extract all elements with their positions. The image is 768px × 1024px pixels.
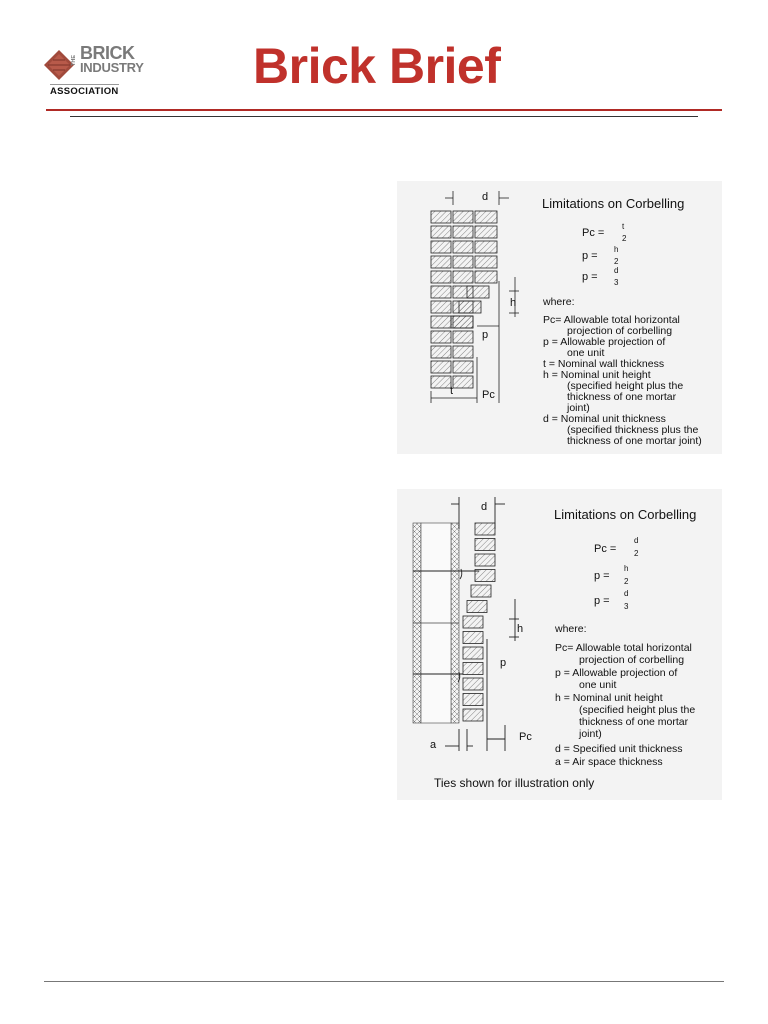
brick-unit [453, 346, 473, 358]
brick-unit [453, 256, 473, 268]
figure-corbelling-solid-wall [397, 181, 722, 454]
brick-unit [453, 241, 473, 253]
fig1-dim-h: h [510, 297, 517, 309]
brick-unit [475, 226, 497, 238]
fig2-def-2: p = Allowable projection of [555, 667, 678, 679]
fig2-dim-a: a [430, 739, 437, 751]
fig2-eq1-den: 2 [634, 549, 639, 558]
fig2-def-8: d = Specified unit thickness [555, 743, 683, 755]
fig1-eq3-num: d [614, 266, 619, 275]
brick-unit [463, 663, 483, 675]
fig2-def-4: h = Nominal unit height [555, 692, 663, 704]
fig2-where: where: [555, 623, 587, 635]
brick-unit [453, 226, 473, 238]
brick-unit [463, 709, 483, 721]
brick-logo-icon [44, 50, 74, 80]
brick-unit [431, 376, 451, 388]
brick-unit [453, 376, 473, 388]
fig1-dim-t: t [450, 385, 454, 397]
brick-unit [431, 331, 451, 343]
brick-unit [431, 361, 451, 373]
brick-unit [475, 241, 497, 253]
logo-association: ASSOCIATION [50, 86, 119, 97]
brick-unit [475, 554, 495, 566]
fig1-eq2-num: h [614, 245, 619, 254]
fig2-dim-d: d [481, 501, 488, 513]
brick-unit [431, 241, 451, 253]
brick-unit [431, 301, 451, 313]
fig1-eq3-den: 3 [614, 278, 619, 287]
brick-unit [431, 211, 451, 223]
fig2-note: Ties shown for illustration only [434, 776, 595, 790]
fig1-title: Limitations on Corbelling [542, 196, 685, 211]
fig2-def-1: projection of corbelling [579, 654, 685, 666]
footer-rule [44, 981, 724, 982]
fig1-eq3-lhs: p = [582, 271, 598, 283]
fig2-eq2-lhs: p = [594, 570, 610, 582]
fig1-eq1-den: 2 [622, 234, 627, 243]
brick-unit [431, 346, 451, 358]
brick-unit [475, 539, 495, 551]
fig2-eq1-lhs: Pc = [594, 543, 617, 555]
brick-unit [431, 316, 451, 328]
logo-industry: INDUSTRY [80, 60, 144, 75]
brick-unit [453, 271, 473, 283]
cavity-wall-corbel-diagram [397, 489, 547, 800]
brick-unit [463, 632, 483, 644]
fig1-dim-d: d [482, 191, 489, 203]
fig2-def-5: (specified height plus the [579, 704, 696, 716]
brick-unit [463, 694, 483, 706]
fig1-def-0: Pc= Allowable total horizontal [543, 314, 680, 326]
brick-unit [453, 211, 473, 223]
fig1-where: where: [543, 296, 575, 308]
brick-unit [475, 256, 497, 268]
fig1-def-9: d = Nominal unit thickness [543, 413, 666, 425]
brick-unit [471, 585, 491, 597]
brick-unit [451, 316, 473, 328]
fig1-def-8: joint) [567, 402, 590, 414]
brick-unit [463, 647, 483, 659]
fig2-def-7: joint) [579, 728, 602, 740]
fig1-eq2-den: 2 [614, 257, 619, 266]
fig2-eq3-den: 3 [624, 602, 629, 611]
fig2-def-9: a = Air space thickness [555, 756, 663, 768]
fig1-def-11: thickness of one mortar joint) [567, 435, 702, 447]
fig1-def-4: t = Nominal wall thickness [543, 358, 665, 370]
fig2-title: Limitations on Corbelling [554, 507, 697, 522]
fig2-eq3-num: d [624, 589, 629, 598]
brick-unit [475, 211, 497, 223]
logo-the: THE [71, 55, 77, 66]
fig2-eq1-num: d [634, 536, 639, 545]
fig1-def-3: one unit [567, 347, 605, 359]
brick-unit [467, 286, 489, 298]
fig1-def-5: h = Nominal unit height [543, 369, 651, 381]
fig1-dim-pc: Pc [482, 389, 495, 401]
fig1-eq2-lhs: p = [582, 250, 598, 262]
fig2-dim-p: p [500, 657, 507, 669]
fig2-eq2-num: h [624, 564, 629, 573]
brick-unit [475, 523, 495, 535]
brick-unit [475, 271, 497, 283]
fig1-def-2: p = Allowable projection of [543, 336, 666, 348]
logo-brick: BRICK [80, 43, 135, 63]
fig1-eq1-num: t [622, 222, 625, 231]
brick-unit [431, 286, 451, 298]
brick-unit [463, 616, 483, 628]
brick-unit [431, 271, 451, 283]
brick-unit [463, 678, 483, 690]
figure-corbelling-cavity-wall [397, 489, 722, 800]
header-rule-red [46, 109, 722, 111]
header-rule-dark [70, 116, 698, 117]
fig2-def-3: one unit [579, 679, 617, 691]
page-title: Brick Brief [253, 38, 501, 94]
brick-unit [467, 601, 487, 613]
fig1-def-10: (specified thickness plus the [567, 424, 699, 436]
bia-logo [44, 44, 154, 100]
fig2-eq2-den: 2 [624, 577, 629, 586]
fig1-eq1-lhs: Pc = [582, 227, 605, 239]
brick-unit [431, 226, 451, 238]
fig1-dim-p: p [482, 329, 489, 341]
fig1-def-6: (specified height plus the [567, 380, 684, 392]
fig2-def-0: Pc= Allowable total horizontal [555, 642, 692, 654]
fig2-def-6: thickness of one mortar [579, 716, 689, 728]
brick-unit [453, 361, 473, 373]
fig2-dim-pc: Pc [519, 731, 532, 743]
fig1-def-1: projection of corbelling [567, 325, 673, 337]
solid-wall-corbel-diagram [397, 181, 537, 454]
brick-unit [453, 331, 473, 343]
brick-unit [459, 301, 481, 313]
fig2-dim-h: h [517, 623, 524, 635]
fig1-def-7: thickness of one mortar [567, 391, 677, 403]
brick-unit [431, 256, 451, 268]
fig2-eq3-lhs: p = [594, 595, 610, 607]
